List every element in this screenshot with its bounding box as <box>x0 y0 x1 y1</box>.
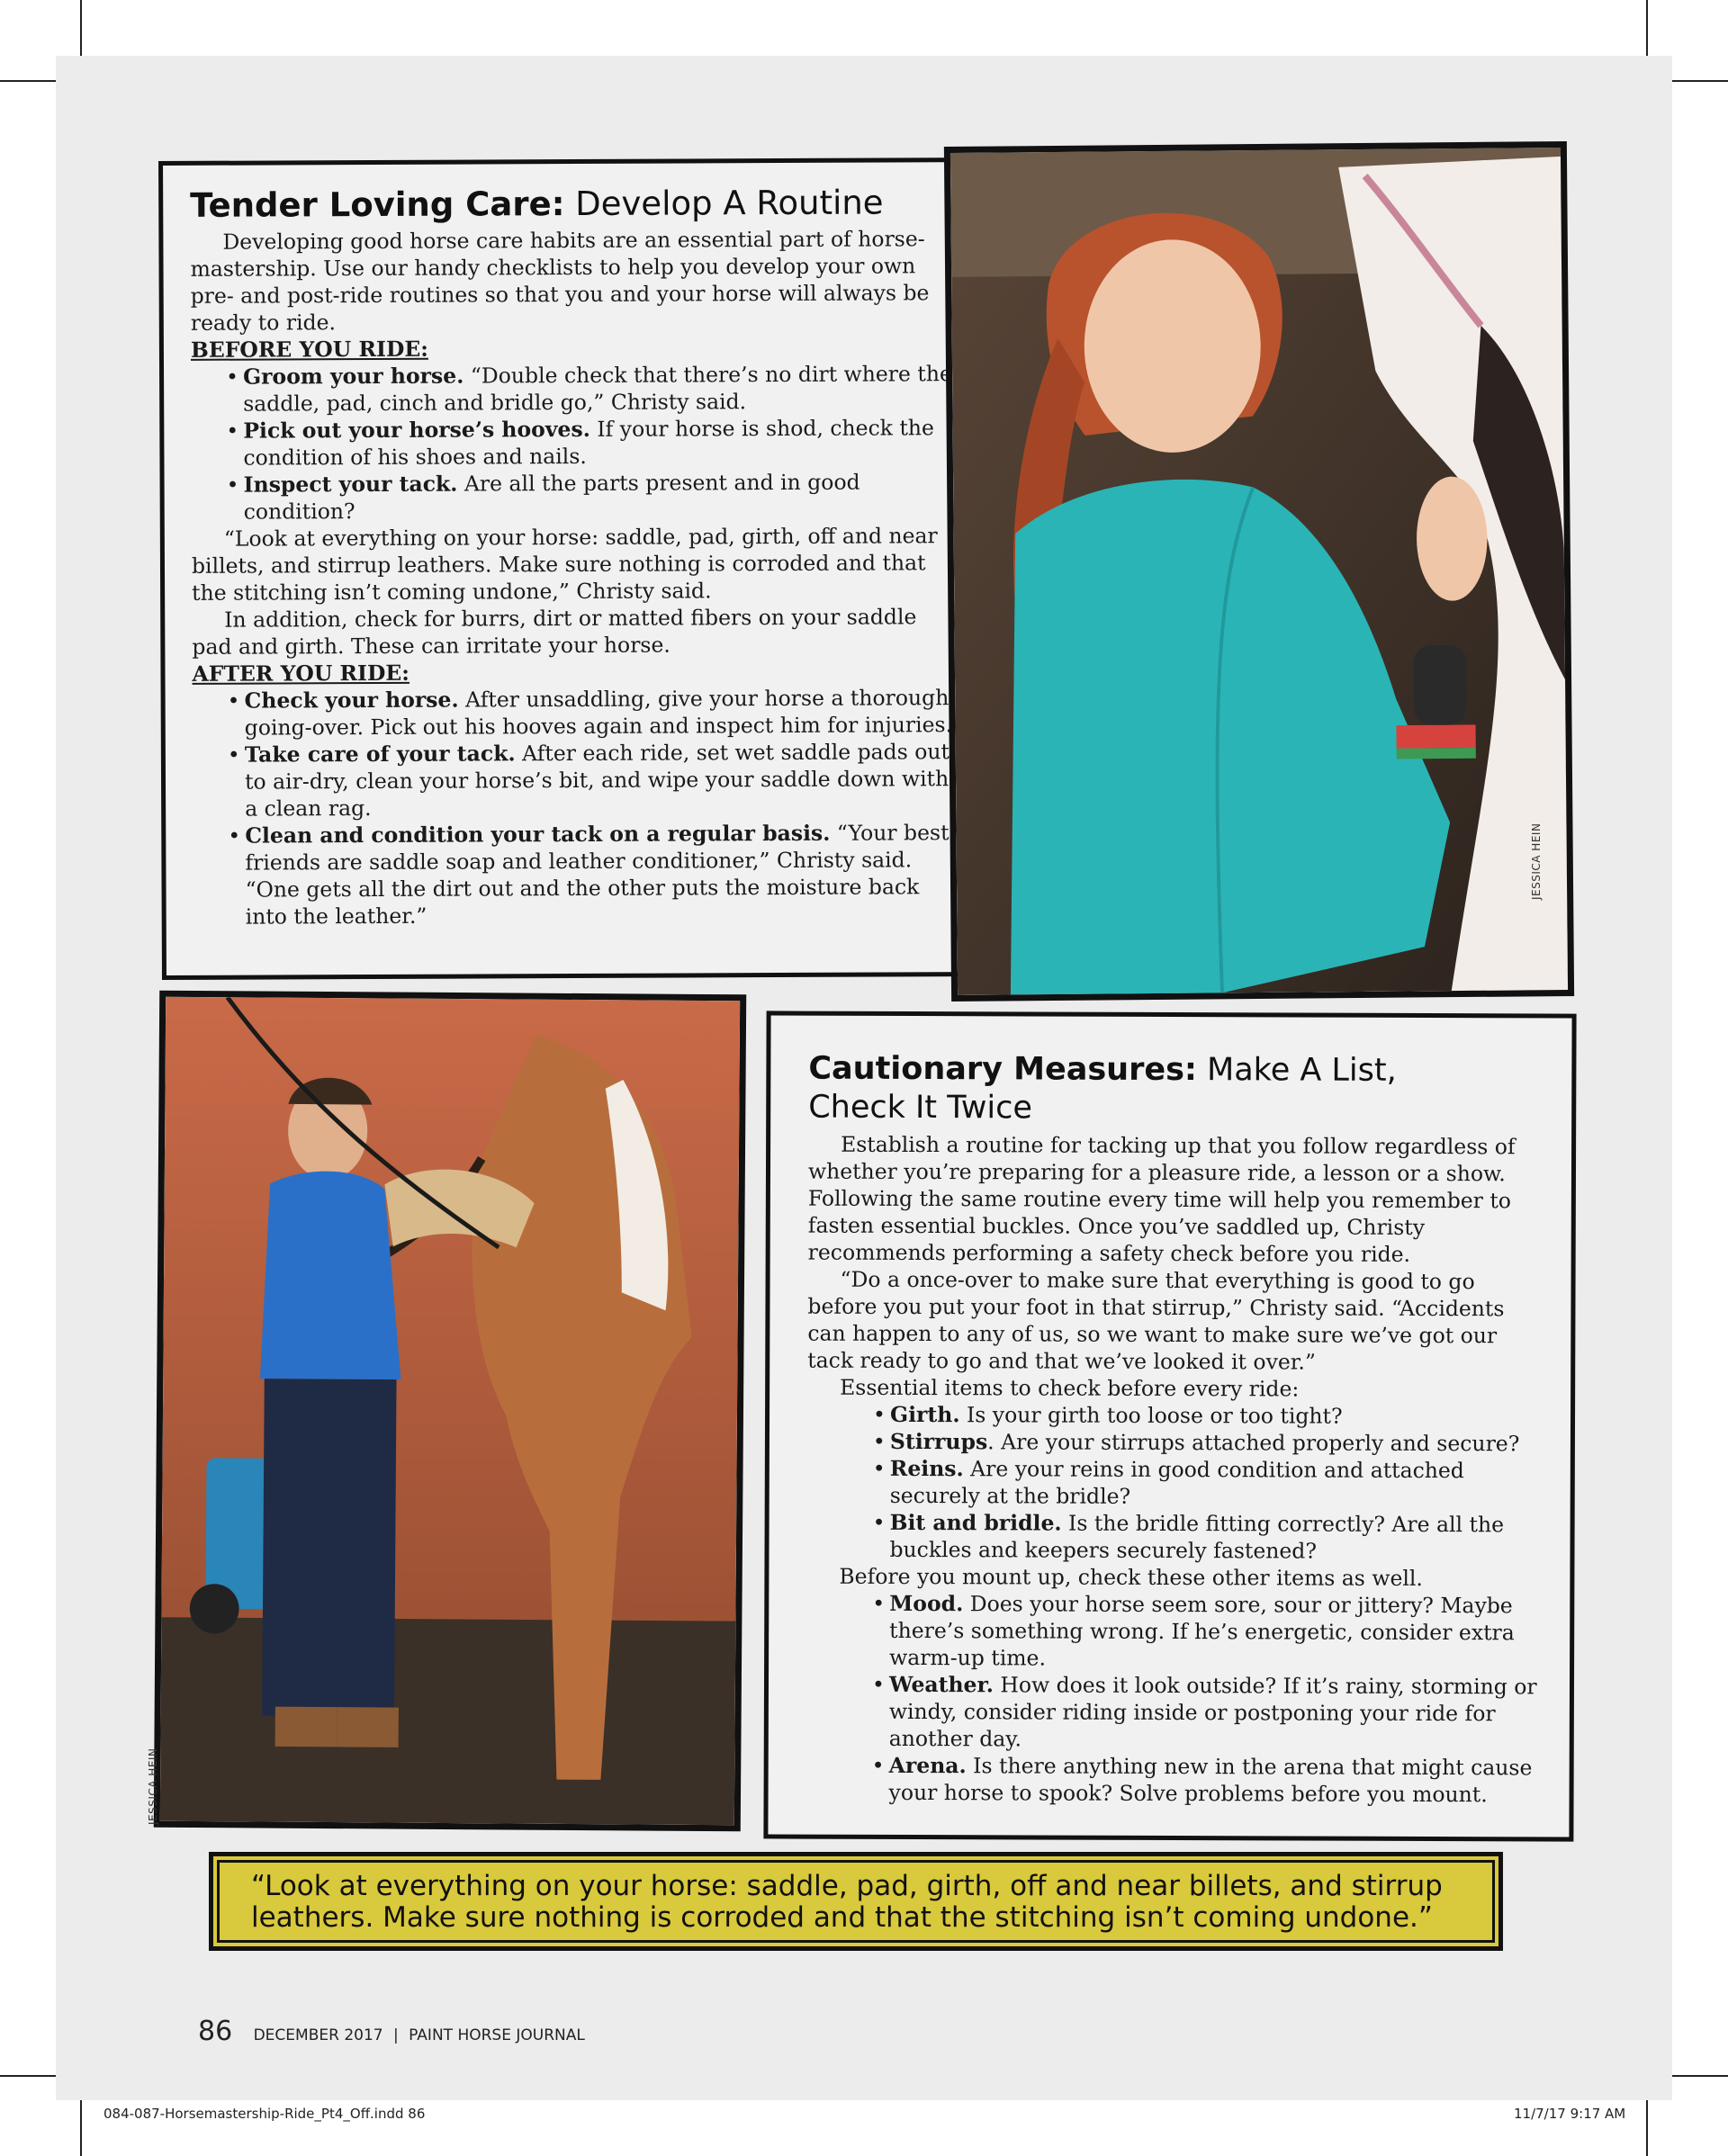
sidebar-box-tender-loving-care <box>158 157 997 980</box>
slug-timestamp: 11/7/17 9:17 AM <box>1514 2106 1626 2122</box>
photo-credit: JESSICA HEIN <box>1530 822 1543 900</box>
sidebar-box-cautionary-measures <box>763 1011 1576 1841</box>
heading-rest: Make A List, <box>1196 1052 1397 1089</box>
essential-list <box>806 1401 1544 1566</box>
other-intro: Before you mount up, check these other items as well. <box>839 1563 1423 1591</box>
footer-separator: | <box>393 2026 399 2044</box>
photo-illustration <box>950 148 1568 995</box>
slug-file: 084-087-Horsemastership-Ride_Pt4_Off.indd 86 <box>104 2106 426 2122</box>
list-item: • Reins. Are your reins in good condition and attached securely at the bridle? <box>807 1455 1544 1512</box>
list-item: • Bit and bridle. Is the bridle fitting correctly? Are all the buckles and keepers securely fastened? <box>806 1509 1543 1566</box>
magazine-name: PAINT HORSE JOURNAL <box>409 2026 585 2044</box>
heading-line-2: Check It Twice <box>808 1089 1032 1127</box>
list-item: • Groom your horse. “Double check that there’s no dirt where the saddle, pad, cinch and bridle go,” Christy said. <box>191 360 954 418</box>
after-heading: AFTER YOU RIDE: <box>192 660 410 687</box>
before-heading: BEFORE YOU RIDE: <box>190 336 428 363</box>
list-item: • Stirrups. Are your stirrups attached properly and secure? <box>807 1428 1544 1458</box>
heading-bold: Cautionary Measures: <box>808 1050 1198 1089</box>
heading-bold: Tender Loving Care: <box>190 184 565 225</box>
photo-boy-tacking-horse <box>154 991 746 1832</box>
intro-paragraph: Developing good horse care habits are an essential part of horse-mastership. Use our handy checklists to help you develop your own pre- and post-ride routines so that you and your horse will always be ready to ride. <box>190 226 930 336</box>
page-footer <box>198 2016 585 2047</box>
crop-mark <box>0 80 63 82</box>
box-heading <box>808 1050 1544 1130</box>
paragraph: “Do a once-over to make sure that everything is good to go before you put your foot in that stirrup,” Christy said. “Accidents can happen to any of us, so we want to make sure we’ve got our tack ready to go and that we’ve looked it over.” <box>807 1266 1505 1375</box>
box-heading <box>190 182 953 227</box>
photo-credit: JESSICA HEIN <box>147 1747 159 1825</box>
crop-mark <box>1646 2093 1648 2156</box>
pull-quote-box <box>209 1852 1503 1951</box>
list-item: • Take care of your tack. After each ride, set wet saddle pads out to air-dry, clean your horse’s bit, and wipe your saddle down with a clean rag. <box>193 738 956 822</box>
pull-quote-text: “Look at everything on your horse: saddle, pad, girth, off and near billets, and stirrup leathers. Make sure nothing is corroded and that the stitching isn’t coming undone.” <box>251 1870 1443 1934</box>
list-item: • Pick out your horse’s hooves. If your horse is shod, check the condition of his shoes and nails. <box>191 414 954 472</box>
list-item: • Clean and condition your tack on a regular basis. “Your best friends are saddle soap and leather conditioner,” Christy said. “One gets all the dirt out and the other puts the moisture back into the leather.” <box>193 819 957 930</box>
heading-rest: Develop A Routine <box>564 183 884 224</box>
paragraph: “Look at everything on your horse: saddle, pad, girth, off and near billets, and stirrup leathers. Make sure nothing is corroded and that the stitching isn’t coming undone,” Christy said. <box>191 523 938 606</box>
before-list <box>191 360 955 526</box>
list-item: • Inspect your tack. Are all the parts present and in good condition? <box>192 468 955 526</box>
photo-illustration <box>160 997 740 1825</box>
crop-mark <box>1665 2075 1728 2077</box>
other-list <box>806 1590 1544 1809</box>
crop-mark <box>80 2093 82 2156</box>
paragraph: In addition, check for burrs, dirt or matted fibers on your saddle pad and girth. These can irritate your horse. <box>192 604 917 660</box>
crop-mark <box>1646 0 1648 63</box>
crop-mark <box>0 2075 63 2077</box>
list-item: • Mood. Does your horse seem sore, sour or jittery? Maybe there’s something wrong. If he’s energetic, consider extra warm-up time. <box>806 1590 1543 1674</box>
after-list <box>193 684 957 930</box>
issue-date: DECEMBER 2017 <box>253 2026 383 2044</box>
photo-girl-grooming-horse <box>944 141 1574 1002</box>
list-item: • Girth. Is your girth too loose or too tight? <box>807 1401 1544 1431</box>
list-item: • Arena. Is there anything new in the arena that might cause your horse to spook? Solve problems before you mount. <box>806 1752 1543 1809</box>
essential-intro: Essential items to check before every ride: <box>840 1374 1300 1402</box>
page-number: 86 <box>198 2016 233 2047</box>
crop-mark <box>1665 80 1728 82</box>
crop-mark <box>80 0 82 63</box>
list-item: • Check your horse. After unsaddling, give your horse a thorough going-over. Pick out his hooves again and inspect him for injuries. <box>193 684 956 741</box>
list-item: • Weather. How does it look outside? If it’s rainy, storming or windy, consider riding inside or postponing your ride for another day. <box>806 1671 1543 1755</box>
paragraph: Establish a routine for tacking up that you follow regardless of whether you’re preparing for a pleasure ride, a lesson or a show. Following the same routine every time will help you remember to fasten essential buckles. Once you’ve saddled up, Christy recommends performing a safety check before you ride. <box>807 1131 1516 1267</box>
